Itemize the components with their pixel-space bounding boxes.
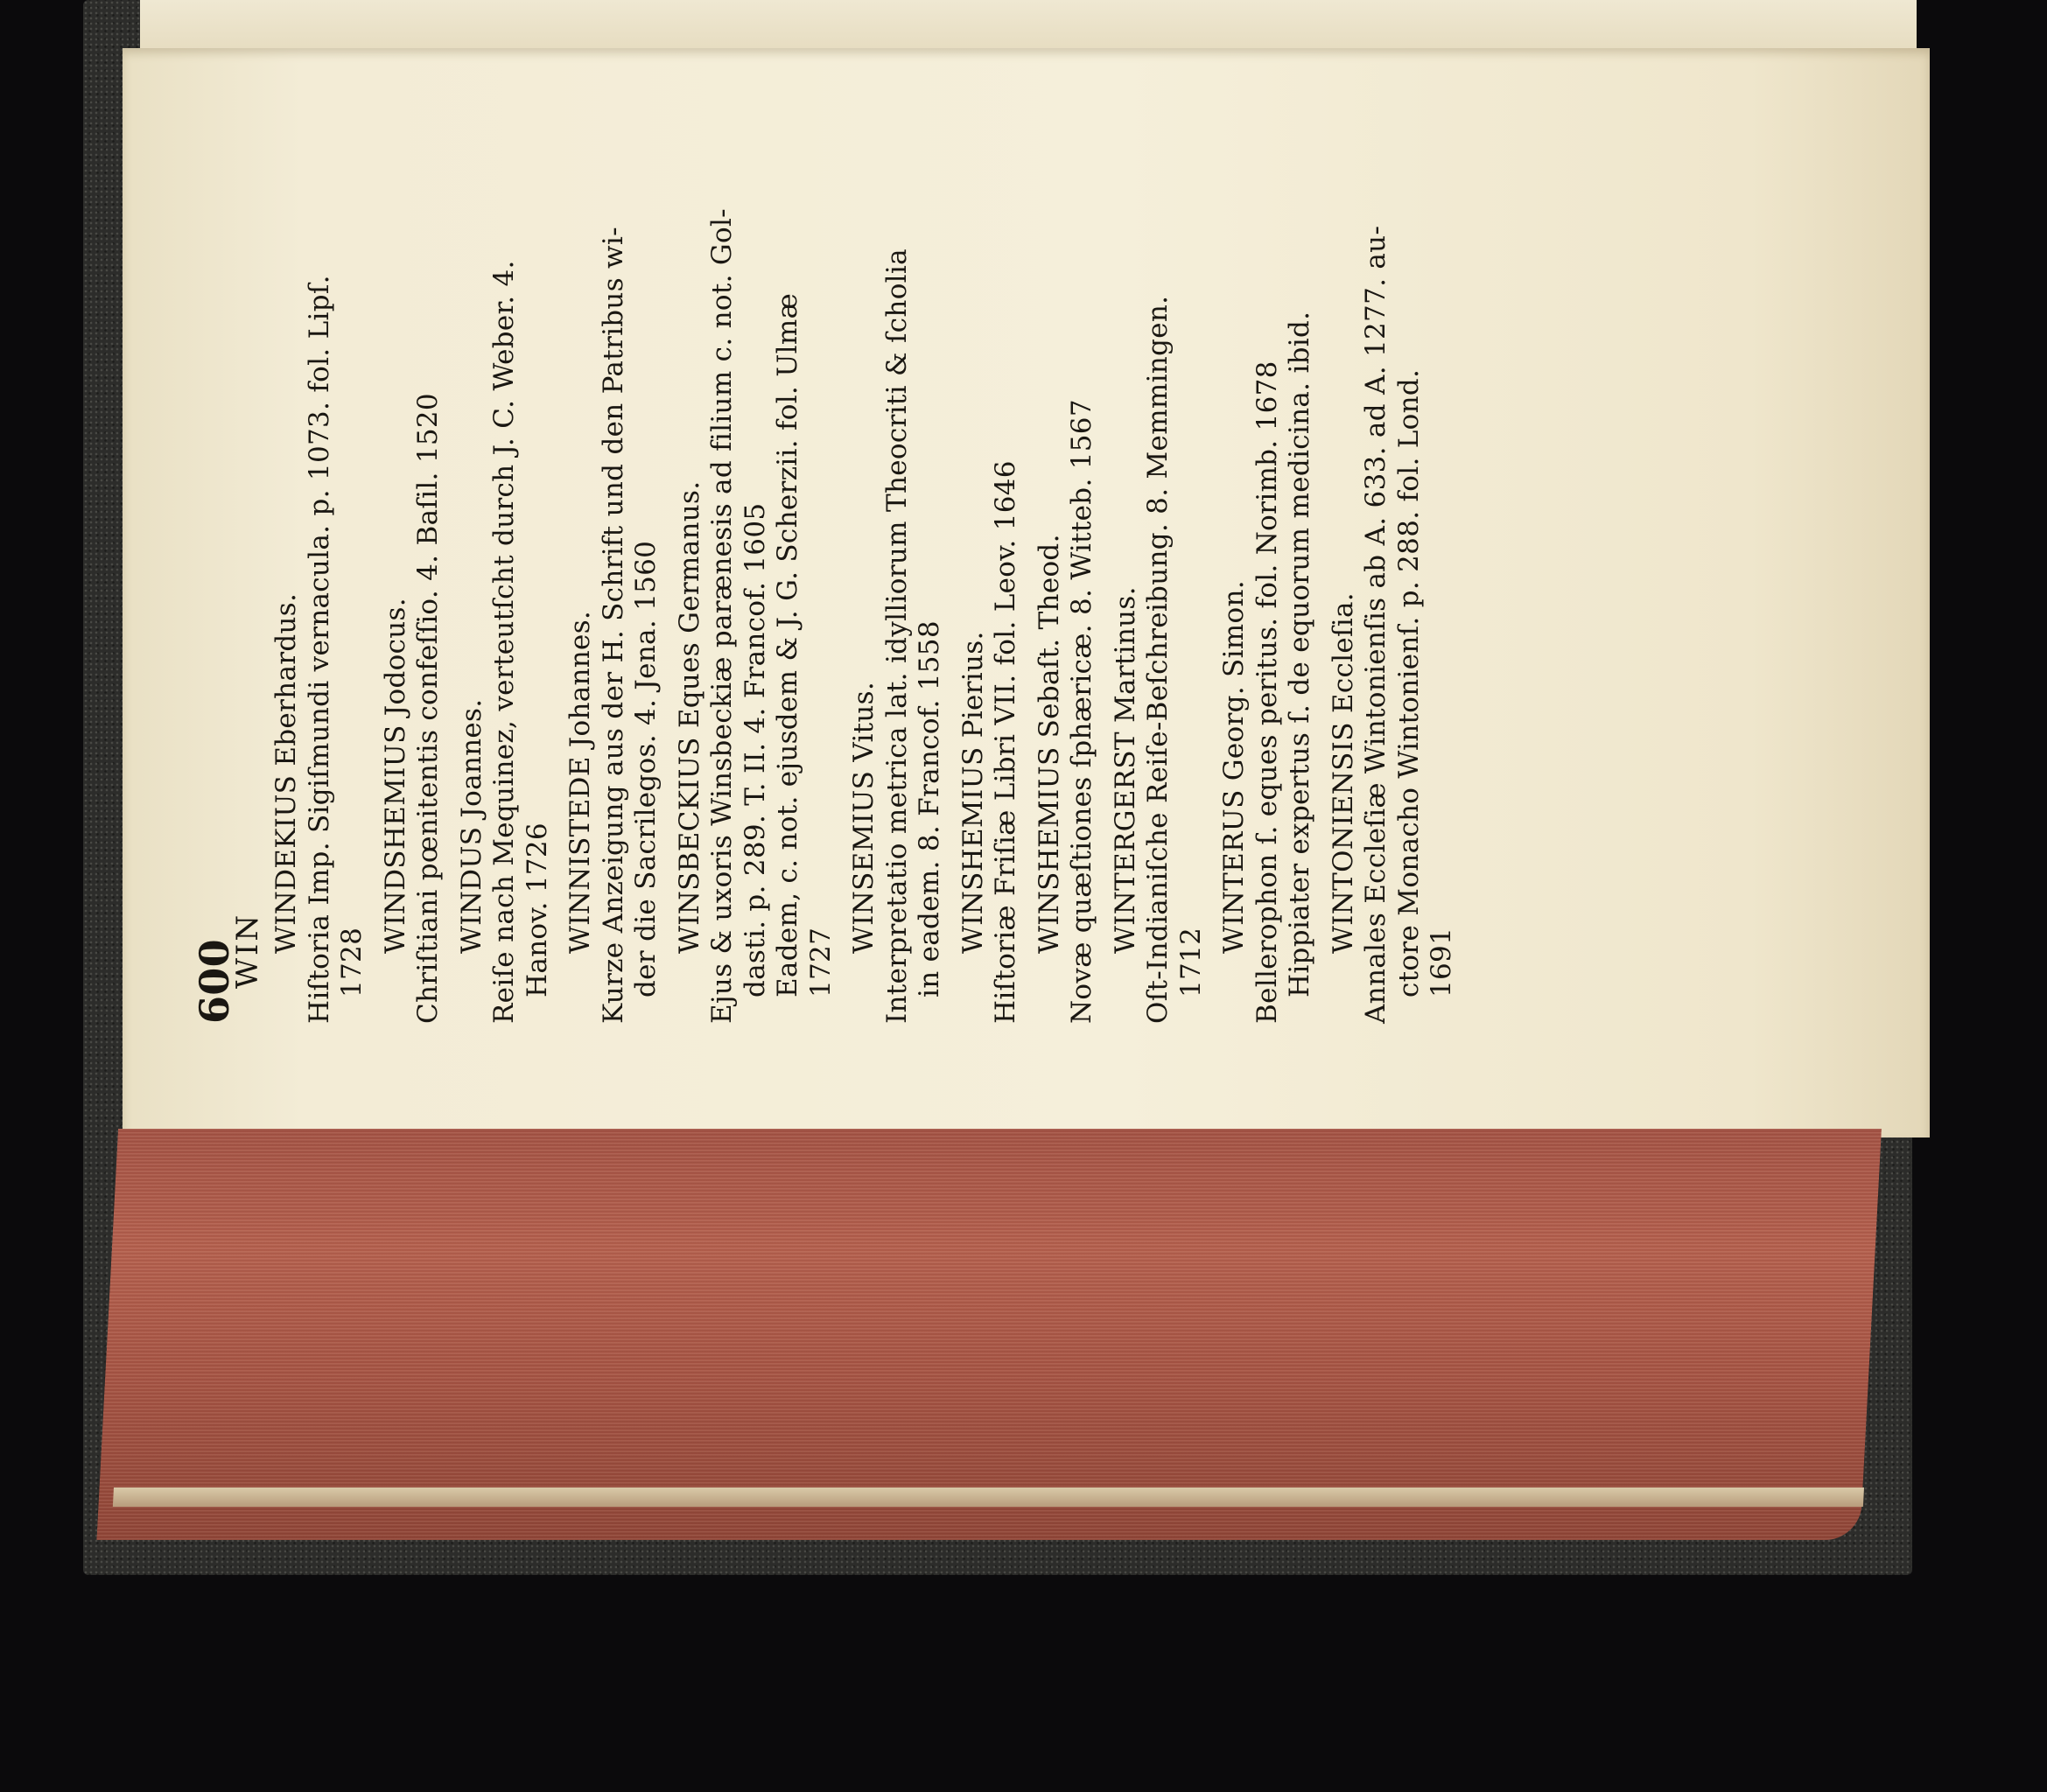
entry-line: 1727 xyxy=(804,927,837,998)
entry-line: Ejus & uxoris Winsbeckiæ parænesis ad filium c. not. Gol- xyxy=(706,208,738,1024)
facing-page-edge xyxy=(140,0,1917,52)
entry-line: Hiſtoria Imp. Sigiſmundi vernacula. p. 1073. fol. Lipſ. xyxy=(303,275,335,1024)
entry-line: Bellerophon ſ. eques peritus. fol. Norimb. 1678 xyxy=(1251,360,1283,1024)
page-block-bottom xyxy=(113,1488,1864,1507)
entry-heading: WINDSHEMIUS Jodocus. xyxy=(379,598,411,954)
entry-line: dasti. p. 289. T. II. 4. Francof. 1605 xyxy=(739,502,771,998)
entry-heading: WINTONIENSIS Eccleſia. xyxy=(1327,592,1359,954)
entry-line: Interpretatio metrica lat. idylliorum Theocriti & ſcholia xyxy=(880,248,913,1024)
entry-heading: WINSHEMIUS Pierius. xyxy=(957,631,989,954)
entry-line: Novæ quæſtiones ſphæricæ. 8. Witteb. 1567 xyxy=(1066,399,1097,1024)
page-number: 600 xyxy=(191,939,238,1024)
entry-heading: WINSEMIUS Vitus. xyxy=(848,681,880,954)
entry-line: 1728 xyxy=(336,927,368,998)
entry-heading: WINDUS Joannes. xyxy=(455,698,487,954)
entry-line: Reiſe nach Mequinez, verteutſcht durch J. C. Weber. 4. xyxy=(488,260,520,1024)
entry-heading: WINSBECKIUS Eques Germanus. xyxy=(673,480,705,954)
entry-heading: WINNISTEDE Johannes. xyxy=(564,610,596,954)
entry-line: Kurze Anzeigung aus der H. Schrift und den Patribus wi- xyxy=(597,227,629,1024)
entry-line: Annales Eccleſiæ Wintonienſis ab A. 633. ad A. 1277. au- xyxy=(1360,225,1392,1024)
page-block-red-edge xyxy=(96,1129,1882,1540)
entry-line: in eadem. 8. Francof. 1558 xyxy=(914,620,945,998)
entry-line: Chriſtiani pœnitentis confeſſio. 4. Baſil. 1520 xyxy=(412,393,444,1024)
entry-heading: WINDEKIUS Eberhardus. xyxy=(270,592,302,954)
entry-line: Hanov. 1726 xyxy=(521,822,553,998)
entry-line: 1691 xyxy=(1426,927,1457,998)
entry-line: Hiſtoriæ Friſiæ Libri VII. fol. Leov. 1646 xyxy=(990,460,1021,1024)
entry-heading: WINTERGERST Martinus. xyxy=(1109,586,1141,954)
entry-line: Eadem, c. not. ejusdem & J. G. Scherzii. fol. Ulmæ xyxy=(772,292,803,998)
entry-heading: WINTERUS Georg. Simon. xyxy=(1218,580,1250,954)
page-text-rotated xyxy=(191,96,1912,1024)
entry-line: ctore Monacho Wintonienſ. p. 288. fol. Lond. xyxy=(1392,368,1425,998)
entry-heading: WINSHEMIUS Sebaſt. Theod. xyxy=(1033,534,1065,954)
entry-line: 1712 xyxy=(1174,927,1207,998)
entry-line: Oſt-Indianiſche Reiſe-Beſchreibung. 8. Memmingen. xyxy=(1142,295,1174,1024)
running-head-left: WIN xyxy=(230,912,265,989)
entry-line: der die Sacrilegos. 4. Jena. 1560 xyxy=(630,540,662,998)
entry-line: Hippiater expertus ſ. de equorum medicina. ibid. xyxy=(1284,311,1315,998)
